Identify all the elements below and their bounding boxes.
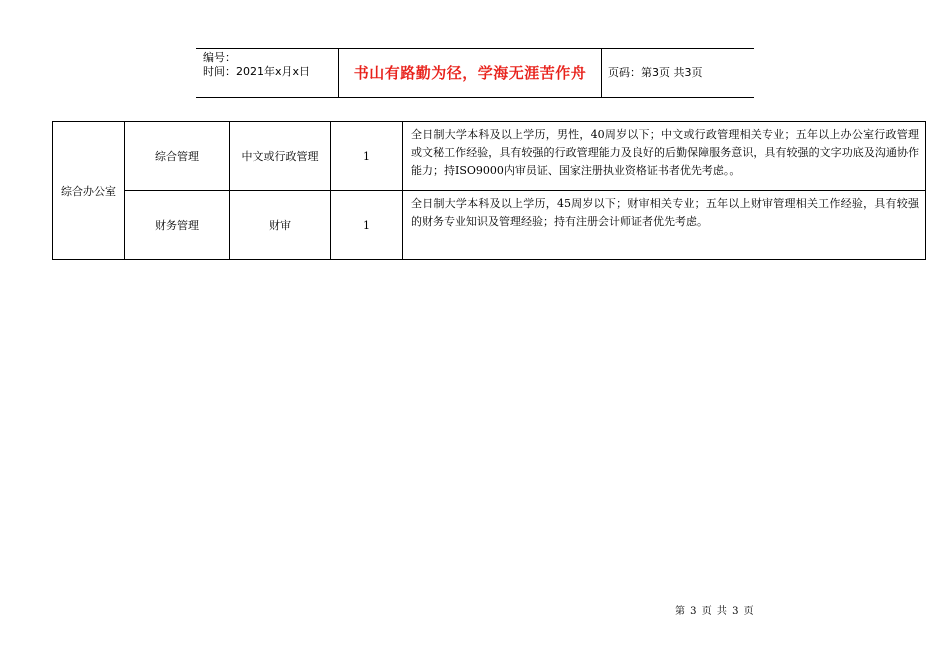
header-divider [601, 49, 602, 97]
requirements-cell: 全日制大学本科及以上学历，45周岁以下；财审相关专业；五年以上财审管理相关工作经验，具有较强的财务专业知识及管理经验；持有注册会计师证者优先考虑。 [403, 191, 926, 260]
page-footer: 第 3 页 共 3 页 [675, 606, 755, 617]
position-cell: 综合管理 [125, 122, 230, 191]
requirements-cell: 全日制大学本科及以上学历，男性，40周岁以下；中文或行政管理相关专业；五年以上办公室行政管理或文秘工作经验，具有较强的行政管理能力及良好的后勤保障服务意识，具有较强的文字功底及沟通协作能力；持ISO9000内审员证、国家注册执业资格证书者优先考虑。。 [403, 122, 926, 191]
page-number-label: 页码：第3页 共3页 [608, 66, 703, 79]
position-cell: 财务管理 [125, 191, 230, 260]
table-row [53, 122, 926, 191]
table-row [53, 191, 926, 260]
header-motto: 书山有路勤为径，学海无涯苦作舟 [353, 64, 587, 82]
count-cell: 1 [331, 122, 403, 191]
major-cell: 中文或行政管理 [230, 122, 331, 191]
header-meta [203, 51, 335, 79]
number-label: 编号： [203, 51, 236, 64]
department-cell: 综合办公室 [53, 122, 125, 260]
major-cell: 财审 [230, 191, 331, 260]
time-label: 时间：2021年x月x日 [203, 65, 311, 78]
page-header [196, 48, 754, 98]
count-cell: 1 [331, 191, 403, 260]
recruitment-table [52, 121, 926, 260]
